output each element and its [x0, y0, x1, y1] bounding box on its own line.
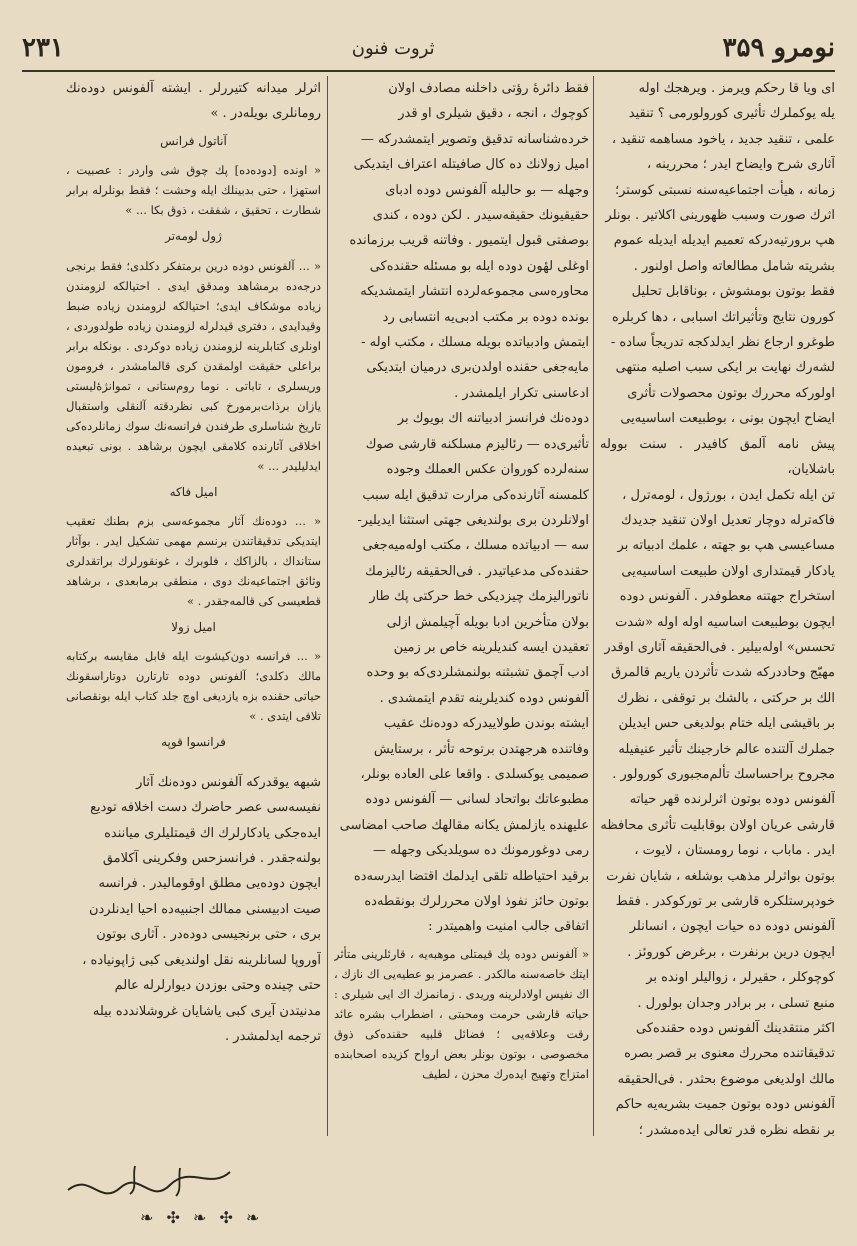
- column-divider-1: [593, 76, 594, 1136]
- text-line: تعقیدن ایسه کندیلرینه خاص بر زمین: [393, 639, 589, 655]
- text-line: اثرك صورت وسبب ظهورینی اکلاتیر . بونلر: [605, 208, 835, 224]
- text-line: ایشته بوندن طولاییدرکه دوده‌نك عقیب: [383, 716, 589, 732]
- text-line: تن ایله تکمل ایدن ، بورژول ، لومه‌ترل ،: [622, 487, 835, 503]
- text-line: علیهنده یازلمش یکانه مقالهك صاحب امضاسی: [339, 817, 589, 833]
- text-line: مالك اولدیغی موضوع بحثدر . فی‌الحقیقه: [617, 1071, 835, 1087]
- text-line: یله یوکملرك تأثیری کورولورمی ؟ تنقید: [628, 106, 835, 122]
- quote-attribution: آناتول فرانس: [160, 133, 227, 148]
- text-line: حقیقیونك حقیقه‌سیدر . لکن دوده ، کندی: [372, 208, 589, 224]
- text-line: بشریته شامل مطالعاته واصل اولنور .: [633, 258, 835, 274]
- text-line: آلفونس دوده بوتون اثرلرنده قهر حیاته: [629, 792, 835, 808]
- text-line: بوتون حائز نفوذ اولان محررلرك بونقطه‌ده: [364, 894, 589, 909]
- text-line: کورون نتایج وتأثیراتك اسبابی ، دها کربلره: [612, 309, 835, 325]
- text-line: قارشی عریان اولان بوقابلیت تأثری محافظه: [600, 817, 835, 833]
- text-line: فاکه‌ترله دوچار تعدیل اولان تنقید جدیدك: [621, 512, 835, 528]
- text-line: بونده دوده بر مکتب ادبی‌یه انتسابی رد: [382, 309, 589, 325]
- text-line: محاوره‌سی مجموعه‌لرده انتشار ایتمشدیکه: [360, 284, 589, 300]
- text-line: اولورکه محررك بوتون محصولات تأثری: [627, 385, 835, 401]
- text-line: شبهه یوقدرکه آلفونس دوده‌نك آثار: [136, 774, 321, 790]
- text-line: خودپرستلکره قارشی بر تورکوکدر . فقط: [615, 894, 835, 909]
- text-line: سه — ادبیاتده مسلك ، مکتب اوله‌میه‌جغی: [362, 538, 589, 554]
- text-line: یادکار قیمتداری اولان طبیعت اساسیه‌یی: [621, 563, 835, 579]
- text-line: بوصفتی قبول ایتمیور . وفاتنه قریب برزمانده: [349, 233, 589, 249]
- column-left: [66, 76, 321, 1136]
- quote-block: « ... فرانسه دون‌کیشوت ایله قابل مقایسه برکتابه مالك دکلدی؛ آلفونس دوده تارتارن دوتاراسقونك حیاتی حقنده بزه یازدیغی اوچ جلد کتاب ایله بونقصانی تلافی ایتدی . »: [66, 649, 321, 724]
- text-line: مهیّج وحاددرکه شدت تأثردن یاریم قالمرق: [611, 665, 835, 681]
- text-line: ادب آچمق تشبثنه بولنمشلردی‌که بو وحده: [366, 665, 589, 681]
- ornament-divider: ❧ ✣ ❧ ✣ ❧: [140, 1208, 264, 1227]
- quote-attribution: فرانسوا قوپه: [161, 735, 226, 750]
- text-line: الك بر حرکتی ، بالشك بر توقفی ، نظرك: [617, 690, 835, 706]
- text-line: برقید احتیاطله تلقی ایدلمك اقتضا ایدرسه‌ده: [353, 868, 589, 884]
- text-line: کوچوکلر ، حقیرلر ، زوالیلر اونده بر: [646, 970, 835, 986]
- text-line: علمی ، تنقید جدید ، یاخود مساهمه تنقید ،: [611, 131, 835, 147]
- text-line: ادعاسنی تکرار ایلمشدر .: [454, 385, 589, 401]
- page-number: ۲۳۱: [22, 33, 64, 63]
- quote-attribution: امیل فاکه: [169, 484, 218, 499]
- text-line: تأثیری‌ده — رئالیزم مسلکنه قارشی صوك: [365, 436, 589, 452]
- text-line: تدقیقاتنده محررك معنوی بر قصر بصره: [624, 1046, 835, 1062]
- text-line: ایتمش وادبیاتده بویله مسلك ، مکتب اوله -: [361, 335, 589, 351]
- quote-block: « اونده [دوده‌ده] پك چوق شی واردر : عصبیت ، استهزا ، حتی بدبینلك ایله وحشت ؛ فقط بونلرله برابر شطارت ، تحقیق ، شفقت ، ذوق بکا ... »: [66, 163, 321, 218]
- text-line: تحسس» اوله‌بیلیر . فی‌الحقیقه آثاری اوقدر: [604, 639, 835, 655]
- text-line: پیش نامه آلمق کافیدر . سنت بووله باشلایان،: [600, 436, 835, 478]
- text-line: کوچوك ، انجه ، دقیق شیلری او قدر: [398, 106, 589, 122]
- text-line: فقط بوتون بومشوش ، بوناقابل تحلیل: [631, 284, 835, 300]
- text-line: خرده‌شناسانه تدقیق وتصویر ایتمشدرکه —: [360, 131, 589, 147]
- text-line: بولان متأخرین ادبا بویله آچیلمش ازلی: [386, 614, 589, 630]
- text-line: نفیسه‌سی عصر حاضرك دست اخلافه تودیع: [90, 800, 321, 816]
- text-line: حقنده‌کی مدعیاتیدر . فی‌الحقیقه رئالیزمك: [365, 563, 589, 579]
- column-right: [600, 76, 835, 1166]
- text-line: امیل زولانك ده کال صافیتله اعتراف ایتدیکی: [353, 157, 589, 173]
- quote-attribution: امیل زولا: [171, 620, 216, 635]
- text-line: رمی دوغورمونك ده سویلدیکی وجهله —: [372, 843, 589, 859]
- text-line: ایده‌جکی یادکارلرك اك قیمتلیلری میاننده: [104, 825, 321, 841]
- text-line: اتفاقی جالب امنیت واهمیتدر :: [428, 919, 589, 935]
- quote-block: « ... آلفونس دوده درین برمتفکر دکلدی؛ فقط برنجی درجه‌ده برمشاهد ومدقق ایدی . احتیالکه لزومندن زیاده موشکاف ایدی؛ احتیالکه لزومندن زیاده ضبط وقیدایدی ، دفتری قیدلرله لزومندن زیاده طولدوردی ، اونلری کتابلرینه لزومندن زیاده دوکردی . بونکله برابر براعلی حقیقت اولمقدن کری قالمامشدر ، فرومون وریسلری ، تاباتی . نوما روم‌ستانی ، تموانژهٔ‌لیستی یازان برذات‌برمورخ کبی نظردقته آلنقلی واستقبال تاریخ شناسلری طرفندن فرانسه‌نك سوك زمانلرده‌کی اخلاقی آثارنده کلامقی ایچون برشاهد . بونی تبعیده ایدلیلیدر ... »: [66, 258, 321, 473]
- text-line: هپ برورتیه‌درکه تعمیم ایدیله ایدیله عموم: [613, 233, 835, 249]
- text-line: ایضاح ایچون بونی ، بوطبیعت اساسیه‌یی: [620, 411, 835, 427]
- text-line: ایچون درین برنفرت ، برغرض کوروئز .: [627, 944, 835, 960]
- text-line: حتی چینده وحتی بوزدن دیوارلرله عالم: [114, 978, 321, 994]
- page-header: [22, 28, 835, 68]
- text-line: آلفونس دوده بوتون جمیت بشریه‌یه حاکم: [615, 1097, 835, 1113]
- text-line: وجهله — بو حالیله آلفونس دوده ادبای: [385, 182, 589, 198]
- text-line: مایه‌جغی حقنده اولدن‌بری درمیان ایتدیکی: [366, 360, 589, 376]
- text-line: فقط دائرۀ رؤتی داخلنه مصادف اولان: [388, 81, 589, 96]
- quote-block: « آلفونس دوده پك قیمتلی موهبه‌یه ، قارئلرینی متأثر ایتك خاصه‌سنه مالکدر . عصرمز بو عطیه‌یی اك نازك ، اك نفیس اولادلرینه وریدی . زمانمزك اك ایی شیلری : حیاته قارشی حرمت ومحبتی ، اضطراب بشره عائد رقت وعلاقه‌یی ؛ فضائل قلبیه حقنده‌کی ذوق مخصوصی ، بوتون بونلر بعض ارواح کزیده اصحابنده امتزاج وتهیج ایده‌رك محزن ، لطیف: [334, 946, 589, 1081]
- journal-title: ثروت فنون: [351, 37, 435, 59]
- text-line: ایدر . ماباب ، نوما رومستان ، لایوت ،: [634, 843, 835, 859]
- text-line: بر باقیشی ایله ختام بولدیغی حس ایدیلن: [618, 716, 835, 732]
- text-line: آلفونس دوده کندیلرینه تقدم ایتمشدی .: [379, 690, 589, 706]
- quote-block: « ... دوده‌نك آثار مجموعه‌سی بزم بطنك تعقیب ایتدیکی تدقیقاتندن برنسم مهمی تشکیل ایدر . بوآثار ستانداك ، بالزاكك ، فلوبرك ، غونقورلرك براتقدلری وثائق اجتماعیه‌نك دوی ، منطقی برمابعدی ، برشاهد قطعیسی کی قالمه‌جقدر . »: [66, 514, 321, 609]
- column-middle-body: [334, 76, 589, 940]
- text-line: منبع تسلی ، بر برادر وجدان بولورل .: [637, 995, 835, 1011]
- text-line: ترجمه ایدلمشدر .: [225, 1028, 321, 1044]
- text-line: بوتون بواثرلر مذهب بوشلغه ، شایان نفرت: [606, 868, 835, 884]
- closing-paragraph: [66, 770, 321, 1049]
- text-line: اولانلردن بری بولندیغی جهتی استثنا ایدیلیر-: [357, 512, 589, 528]
- text-line: مطبوعاتك بواتحاد لسانی — آلفونس دوده: [365, 792, 589, 808]
- text-line: اکثر منتقدینك آلفونس دوده حقنده‌کی: [635, 1021, 835, 1037]
- text-line: دوده‌نك فرانسز ادبیاتنه اك بویوك بر: [397, 411, 589, 427]
- text-line: سنه‌لرده کوروان عکس العملك وجوده: [386, 462, 589, 478]
- text-line: بولنه‌جقدر . فرانسزحس وفکرینی آکلامق: [102, 851, 321, 867]
- text-line: اوغلی لهٔون دوده ایله بو مسئله حقنده‌کی: [369, 258, 589, 274]
- text-line: بر نقطه نظره قدر تعالی ایده‌مشدر ؛: [638, 1122, 835, 1138]
- text-line: آلفونس دوده ده حیات ایچون ، انسانلر: [629, 919, 835, 935]
- issue-number: نومرو ۳۵۹: [722, 33, 835, 63]
- text-line: لشه‌رك نهایت بر ایکی سبب اصلیه منتهی: [615, 360, 835, 376]
- text-line: آثاری شرح وایضاح ایدر ؛ محررینه ،: [646, 157, 835, 173]
- text-line: وفاتنده هرجهتدن برتوحه تأثر ، برستایش: [373, 741, 589, 757]
- text-line: مساعیسی هپ بو جهته ، علمك ادبیاته بر: [617, 538, 835, 554]
- paragraph: اثرلر میدانه کتیررلر . ایشته آلفونس دوده‌نك رومانلری بویله‌در . »: [66, 81, 321, 122]
- text-line: مدنیتدن آیری کبی یاشایان غروشلاندده بیله: [92, 1003, 321, 1019]
- column-divider-2: [327, 76, 328, 1136]
- text-line: جملرك آلتنده عالم خارجینك تأثیر عنیفیله: [618, 741, 835, 757]
- text-line: صیت ادبیسنی ممالك اجنبیه‌ده احیا ایدنلردن: [88, 901, 321, 917]
- text-line: ناتورالیزمك چیزدیکی خط حرکتی پك طار: [369, 589, 589, 605]
- text-line: زمانه ، هیأت اجتماعیه‌سنه نسبتی کوستر؛: [614, 182, 835, 198]
- quote-attribution: ژول لومه‌تر: [165, 229, 222, 244]
- text-line: صمیمی یوکسلدی . واقعا علی العاده بونلر،: [360, 766, 589, 782]
- text-line: ای ویا قا رحکم ویرمز . ویرهجك اوله: [638, 81, 835, 96]
- text-line: آوروپا لسانلرینه نقل اولندیغی کبی ژاپونیاده ،: [82, 952, 321, 968]
- header-rule: [22, 70, 835, 72]
- text-line: استخراج جهتنه معطوفدر . آلفونس دوده: [619, 589, 835, 605]
- column-middle: [334, 76, 589, 1166]
- author-signature: [60, 1160, 240, 1200]
- text-line: کلمسنه آثارنده‌کی مرارت تدقیق ایله سبب: [362, 487, 589, 503]
- text-line: ایچون دوده‌یی مطلق اوقومالیدر . فرانسه: [98, 876, 321, 892]
- text-line: بری ، حتی برنجیسی دوده‌در . آثاری بوتون: [96, 927, 321, 943]
- text-line: طوغرو ارجاع نظر ایدلدکجه تدریجاً ساده -: [610, 335, 835, 351]
- text-line: ایچون بوطبیعت اساسیه اوله اوله «شدت: [615, 614, 835, 630]
- text-line: مجروح براحساسك تألم‌مجبوری کورولور .: [612, 766, 835, 782]
